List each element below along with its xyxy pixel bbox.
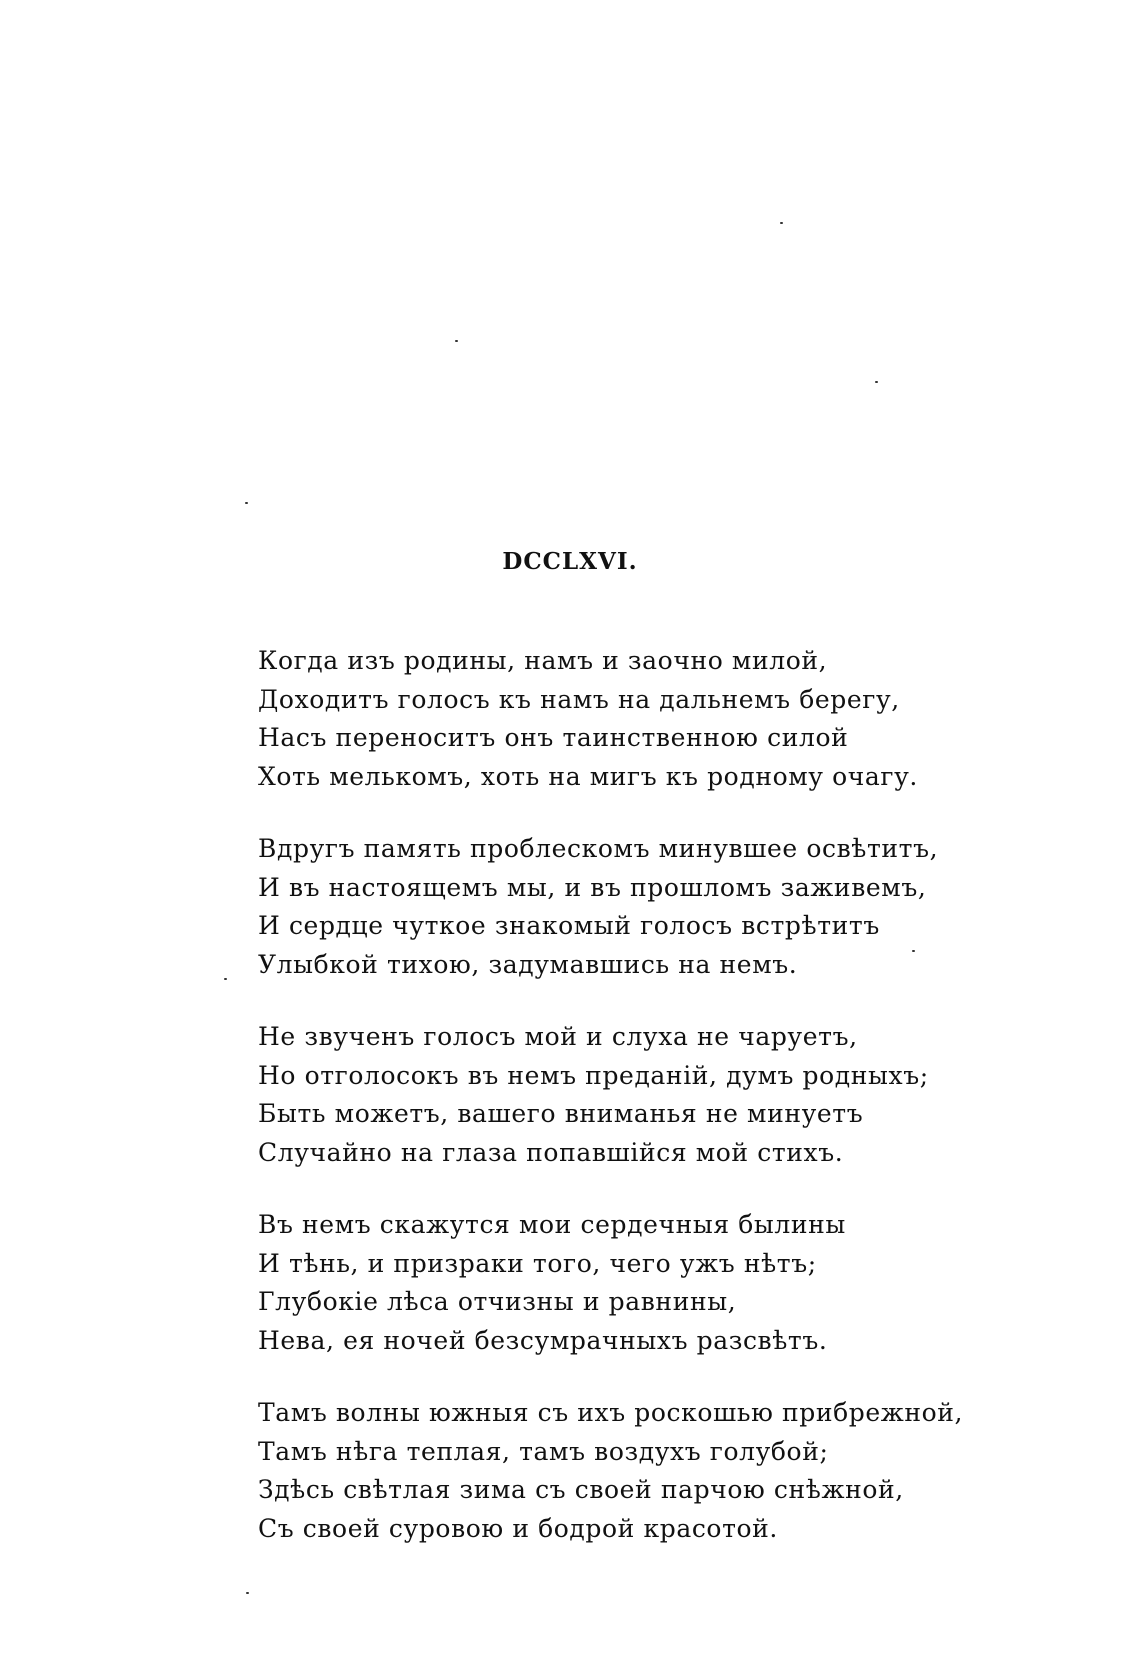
poem-line: Съ своей суровою и бодрой красотой. xyxy=(258,1513,778,1543)
stanza xyxy=(258,830,1018,984)
ink-speck xyxy=(455,340,458,342)
ink-speck xyxy=(224,978,227,980)
poem-line: Не звученъ голосъ мой и слуха не чаруетъ, xyxy=(258,1022,858,1051)
poem-line: Улыбкой тихою, задумавшись на немъ. xyxy=(258,949,798,979)
ink-speck xyxy=(246,1592,249,1594)
poem-line: Но отголосокъ въ немъ преданій, думъ родныхъ; xyxy=(258,1060,929,1090)
stanza xyxy=(258,1206,1018,1360)
poem-line: Тамъ волны южныя съ ихъ роскошью прибрежной, xyxy=(258,1398,964,1427)
stanza xyxy=(258,1394,1018,1548)
poem-line: И сердце чуткое знакомый голосъ встрѣтитъ xyxy=(258,911,880,940)
poem-line: Вдругъ память проблескомъ минувшее освѣтитъ, xyxy=(258,834,939,863)
poem-line: И тѣнь, и призраки того, чего ужъ нѣтъ; xyxy=(258,1248,817,1278)
poem-title: DCCLXVI. xyxy=(502,548,638,575)
poem-line: Доходитъ голосъ къ намъ на дальнемъ берегу, xyxy=(258,684,900,714)
ink-speck xyxy=(245,502,248,504)
poem-line: И въ настоящемъ мы, и въ прошломъ заживемъ, xyxy=(258,872,927,902)
poem-line: Тамъ нѣга теплая, тамъ воздухъ голубой; xyxy=(258,1436,829,1466)
poem-line: Нева, ея ночей безсумрачныхъ разсвѣтъ. xyxy=(258,1325,828,1355)
poem-body xyxy=(258,642,1018,1582)
stanza xyxy=(258,1018,1018,1172)
ink-speck xyxy=(780,222,783,224)
poem-line: Случайно на глаза попавшійся мой стихъ. xyxy=(258,1137,844,1167)
poem-line: Когда изъ родины, намъ и заочно милой, xyxy=(258,646,828,675)
poem-line: Глубокіе лѣса отчизны и равнины, xyxy=(258,1287,737,1316)
poem-line: Быть можетъ, вашего вниманья не минуетъ xyxy=(258,1099,864,1128)
poem-line: Въ немъ скажутся мои сердечныя былины xyxy=(258,1210,846,1239)
poem-line: Насъ переноситъ онъ таинственною силой xyxy=(258,723,849,752)
poem-line: Здѣсь свѣтлая зима съ своей парчою снѣжной, xyxy=(258,1475,904,1504)
poem-line: Хоть мелькомъ, хоть на мигъ къ родному очагу. xyxy=(258,761,918,791)
ink-speck xyxy=(875,381,878,383)
stanza xyxy=(258,642,1018,796)
